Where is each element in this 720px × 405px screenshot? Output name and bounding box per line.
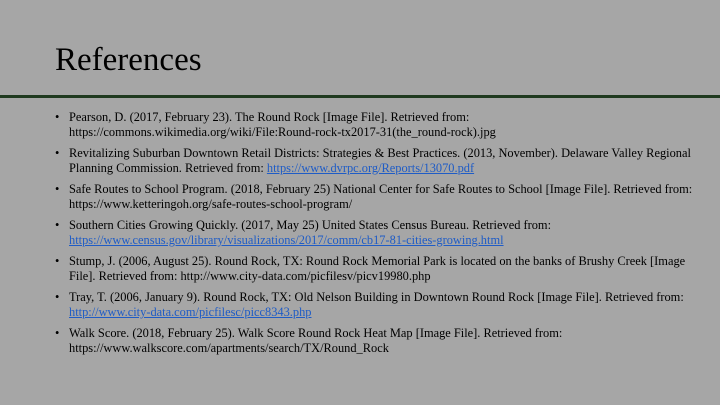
reference-item (55, 218, 705, 248)
reference-link-census[interactable]: https://www.census.gov/library/visualizations/2017/comm/cb17-81-cities-growing.html (69, 233, 504, 247)
reference-link-dvrpc[interactable]: https://www.dvrpc.org/Reports/13070.pdf (266, 161, 475, 175)
bullet-icon: • (55, 290, 60, 304)
reference-text: Tray, T. (2006, January 9). Round Rock, TX: Old Nelson Building in Downtown Round Rock [Image File]. Retrieved from: (69, 290, 684, 304)
bullet-icon: • (55, 218, 60, 232)
bullet-icon: • (55, 182, 60, 196)
bullet-icon: • (55, 146, 60, 160)
reference-text: Revitalizing Suburban Downtown Retail Districts: Strategies & Best Practices. (2013, November). Delaware Valley Regional Planning Commission. Retrieved from: (69, 146, 691, 175)
reference-item (55, 290, 705, 320)
reference-item (55, 254, 705, 284)
bullet-icon: • (55, 326, 60, 340)
reference-text: Pearson, D. (2017, February 23). The Round Rock [Image File]. Retrieved from: https://commons.wikimedia.org/wiki/File:Round-rock-tx2017-31(the_round-rock).jpg (69, 110, 496, 139)
slide-title: References (55, 42, 202, 78)
bullet-icon: • (55, 110, 60, 124)
reference-item (55, 146, 705, 176)
reference-text: Southern Cities Growing Quickly. (2017, May 25) United States Census Bureau. Retrieved from: (69, 218, 552, 232)
reference-item (55, 110, 705, 140)
reference-item (55, 182, 705, 212)
title-divider (0, 95, 720, 98)
reference-item (55, 326, 705, 356)
reference-text: Stump, J. (2006, August 25). Round Rock, TX: Round Rock Memorial Park is located on the banks of Brushy Creek [Image File]. Retrieved from: http://www.city-data.com/picfilesv/picv19980.php (69, 254, 686, 283)
reference-text: Walk Score. (2018, February 25). Walk Score Round Rock Heat Map [Image File]. Retrieved from: https://www.walkscore.com/apartments/search/TX/Round_Rock (69, 326, 563, 355)
reference-text: Safe Routes to School Program. (2018, February 25) National Center for Safe Routes to School [Image File]. Retrieved from: https://www.ketteringoh.org/safe-routes-school-program/ (69, 182, 693, 211)
bullet-icon: • (55, 254, 60, 268)
reference-link-city-data[interactable]: http://www.city-data.com/picfilesc/picc8343.php (69, 305, 312, 319)
reference-list (55, 110, 705, 362)
